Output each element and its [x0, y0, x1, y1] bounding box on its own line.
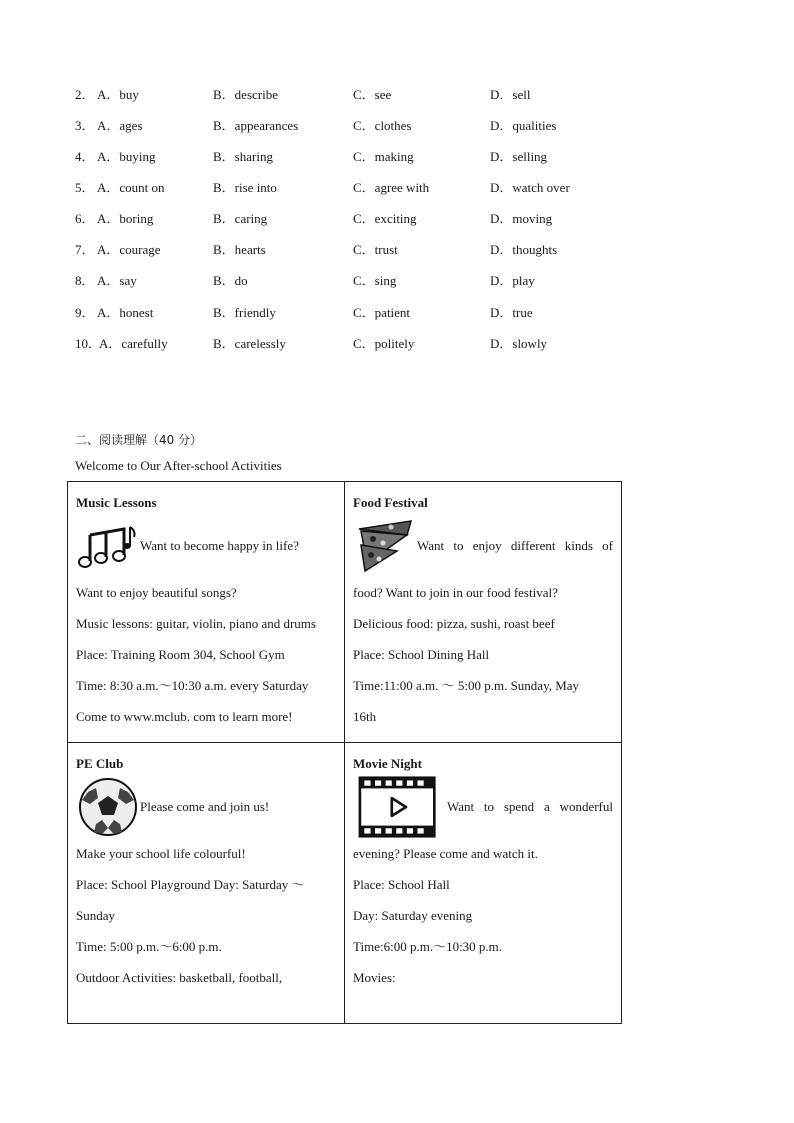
option-a: A．count on — [97, 180, 165, 195]
music-line: Music lessons: guitar, violin, piano and drums — [76, 616, 316, 631]
music-line: Come to www.mclub. com to learn more! — [76, 709, 293, 724]
option-c: C．agree with — [353, 180, 430, 195]
option-a: A．honest — [97, 305, 154, 320]
food-line: Delicious food: pizza, sushi, roast beef — [353, 616, 555, 631]
music-tagline: Want to become happy in life? — [140, 538, 299, 553]
soccer-ball-icon — [76, 776, 140, 838]
option-a: A．boring — [97, 211, 154, 226]
question-row — [75, 239, 635, 259]
question-row — [75, 146, 635, 166]
movie-heading: Movie Night — [353, 756, 422, 771]
pe-heading: PE Club — [76, 756, 124, 771]
option-d: D．true — [490, 305, 533, 320]
food-line: 16th — [353, 709, 377, 724]
pe-line: Make your school life colourful! — [76, 846, 246, 861]
option-d: D．play — [490, 273, 535, 288]
option-a: A．buying — [97, 149, 156, 164]
option-a: A．ages — [97, 118, 143, 133]
option-d: D．slowly — [490, 336, 548, 351]
music-line: Want to enjoy beautiful songs? — [76, 585, 237, 600]
option-c: C．politely — [353, 336, 415, 351]
question-number: 9． — [75, 305, 95, 320]
option-c: C．sing — [353, 273, 397, 288]
passage-intro: Welcome to Our After-school Activities — [75, 458, 282, 473]
pe-line: Time: 5:00 p.m.～6:00 p.m. — [76, 939, 222, 954]
question-row — [75, 333, 635, 353]
option-b: B．appearances — [213, 118, 299, 133]
music-heading: Music Lessons — [76, 495, 157, 510]
question-number: 3． — [75, 118, 95, 133]
option-b: B．rise into — [213, 180, 277, 195]
option-b: B．describe — [213, 87, 278, 102]
option-b: B．sharing — [213, 149, 273, 164]
question-row — [75, 270, 635, 290]
movie-tagline: Want to spend a wonderful — [447, 799, 613, 814]
question-row — [75, 302, 635, 322]
food-festival-cell — [345, 482, 622, 743]
section-title: 二、阅读理解（40 分） — [75, 433, 203, 447]
pe-line: Place: School Playground Day: Saturday ～ — [76, 877, 305, 892]
question-number: 7． — [75, 242, 95, 257]
question-row — [75, 208, 635, 228]
option-a: A．courage — [97, 242, 161, 257]
food-line: Time:11:00 a.m. ～ 5:00 p.m. Sunday, May — [353, 678, 580, 693]
movie-night-cell — [345, 743, 622, 1024]
music-notes-icon — [76, 515, 140, 577]
option-c: C．patient — [353, 305, 411, 320]
question-row — [75, 115, 635, 135]
pe-tagline: Please come and join us! — [140, 799, 270, 814]
music-line: Place: Training Room 304, School Gym — [76, 647, 285, 662]
question-number: 10． — [75, 336, 102, 351]
question-row — [75, 84, 635, 104]
option-c: C．trust — [353, 242, 398, 257]
question-row — [75, 177, 635, 197]
option-d: D．qualities — [490, 118, 557, 133]
question-number: 5． — [75, 180, 95, 195]
movie-line: Time:6:00 p.m.～10:30 p.m. — [353, 939, 503, 954]
option-d: D．thoughts — [490, 242, 558, 257]
movie-line: Place: School Hall — [353, 877, 450, 892]
pizza-icon — [353, 515, 417, 577]
movie-line: Movies: — [353, 970, 396, 985]
movie-line: Day: Saturday evening — [353, 908, 473, 923]
movie-line: evening? Please come and watch it. — [353, 846, 538, 861]
food-line: food? Want to join in our food festival? — [353, 585, 558, 600]
option-b: B．carelessly — [213, 336, 286, 351]
option-b: B．hearts — [213, 242, 266, 257]
pe-club-cell — [68, 743, 345, 1024]
food-tagline: Want to enjoy different kinds of — [417, 538, 613, 553]
option-b: B．do — [213, 273, 248, 288]
option-d: D．moving — [490, 211, 553, 226]
option-c: C．clothes — [353, 118, 412, 133]
film-play-icon — [353, 776, 443, 838]
pe-line: Sunday — [76, 908, 115, 923]
question-number: 8． — [75, 273, 95, 288]
music-line: Time: 8:30 a.m.～10:30 a.m. every Saturday — [76, 678, 309, 693]
option-d: D．watch over — [490, 180, 570, 195]
option-a: A．say — [97, 273, 137, 288]
option-a: A．buy — [97, 87, 139, 102]
option-b: B．friendly — [213, 305, 276, 320]
option-c: C．see — [353, 87, 392, 102]
food-line: Place: School Dining Hall — [353, 647, 490, 662]
option-b: B．caring — [213, 211, 268, 226]
option-c: C．exciting — [353, 211, 417, 226]
activities-table — [67, 481, 622, 1024]
option-d: D．selling — [490, 149, 548, 164]
question-number: 2． — [75, 87, 95, 102]
option-a: A．carefully — [99, 336, 168, 351]
food-heading: Food Festival — [353, 495, 428, 510]
music-lessons-cell — [68, 482, 345, 743]
option-c: C．making — [353, 149, 414, 164]
question-number: 4． — [75, 149, 95, 164]
question-number: 6． — [75, 211, 95, 226]
option-d: D．sell — [490, 87, 531, 102]
pe-line: Outdoor Activities: basketball, football, — [76, 970, 283, 985]
